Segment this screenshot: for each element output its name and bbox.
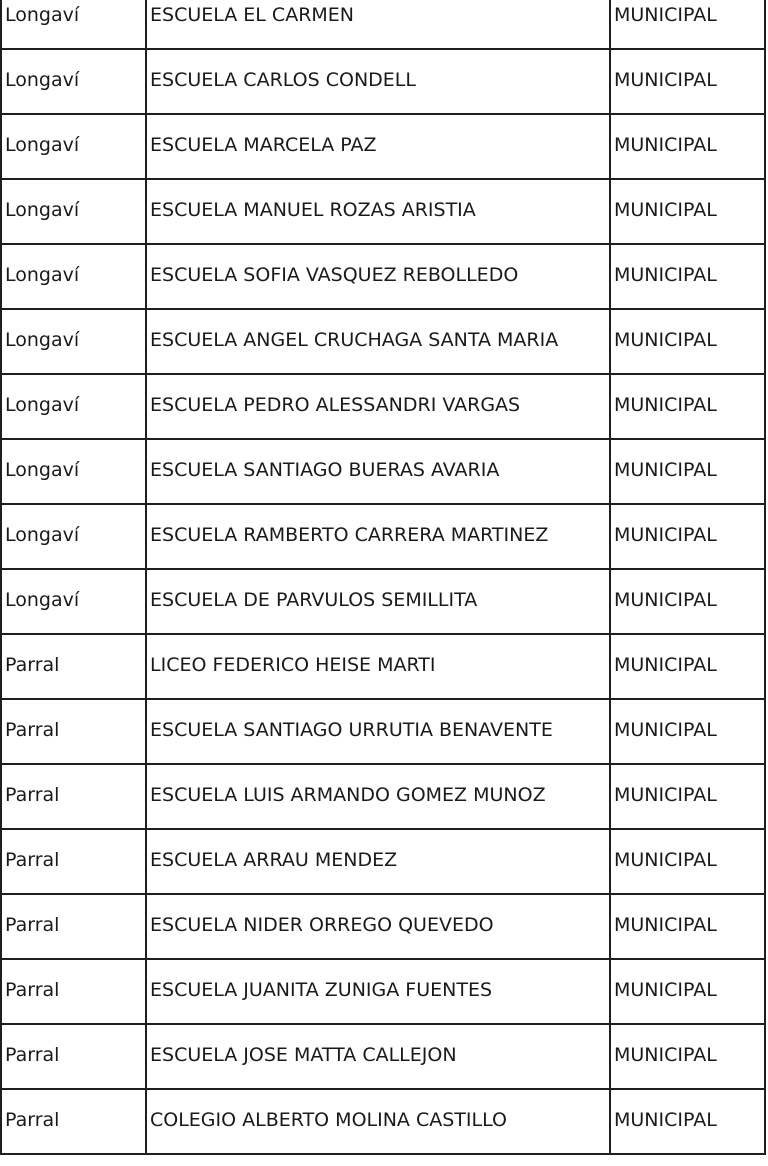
school-name-cell: ESCUELA LUIS ARMANDO GOMEZ MUNOZ (146, 764, 610, 829)
dependency-cell: MUNICIPAL (610, 634, 765, 699)
schools-table-body (1, 0, 765, 1154)
school-name-cell: ESCUELA ANGEL CRUCHAGA SANTA MARIA (146, 309, 610, 374)
dependency-cell: MUNICIPAL (610, 504, 765, 569)
commune-cell: Parral (1, 894, 146, 959)
dependency-cell: MUNICIPAL (610, 959, 765, 1024)
school-name-cell: ESCUELA SANTIAGO BUERAS AVARIA (146, 439, 610, 504)
commune-cell: Longaví (1, 0, 146, 49)
commune-cell: Longaví (1, 309, 146, 374)
commune-cell: Longaví (1, 244, 146, 309)
dependency-cell: MUNICIPAL (610, 309, 765, 374)
commune-cell: Parral (1, 959, 146, 1024)
dependency-cell: MUNICIPAL (610, 374, 765, 439)
commune-cell: Parral (1, 699, 146, 764)
school-name-cell: ESCUELA EL CARMEN (146, 0, 610, 49)
school-name-cell: LICEO FEDERICO HEISE MARTI (146, 634, 610, 699)
table-row (1, 894, 765, 959)
commune-cell: Longaví (1, 504, 146, 569)
dependency-cell: MUNICIPAL (610, 49, 765, 114)
commune-cell: Parral (1, 764, 146, 829)
commune-cell: Parral (1, 1089, 146, 1154)
commune-cell: Parral (1, 1024, 146, 1089)
table-row (1, 179, 765, 244)
school-name-cell: ESCUELA MARCELA PAZ (146, 114, 610, 179)
table-row (1, 504, 765, 569)
school-name-cell: ESCUELA RAMBERTO CARRERA MARTINEZ (146, 504, 610, 569)
table-row (1, 699, 765, 764)
table-row (1, 0, 765, 49)
school-name-cell: ESCUELA DE PARVULOS SEMILLITA (146, 569, 610, 634)
dependency-cell: MUNICIPAL (610, 114, 765, 179)
school-name-cell: ESCUELA SANTIAGO URRUTIA BENAVENTE (146, 699, 610, 764)
school-name-cell: ESCUELA PEDRO ALESSANDRI VARGAS (146, 374, 610, 439)
dependency-cell: MUNICIPAL (610, 439, 765, 504)
table-row (1, 1089, 765, 1154)
table-row (1, 959, 765, 1024)
school-name-cell: ESCUELA ARRAU MENDEZ (146, 829, 610, 894)
commune-cell: Parral (1, 829, 146, 894)
dependency-cell: MUNICIPAL (610, 1089, 765, 1154)
school-name-cell: ESCUELA SOFIA VASQUEZ REBOLLEDO (146, 244, 610, 309)
dependency-cell: MUNICIPAL (610, 1024, 765, 1089)
commune-cell: Parral (1, 634, 146, 699)
dependency-cell: MUNICIPAL (610, 894, 765, 959)
table-row (1, 49, 765, 114)
table-row (1, 1024, 765, 1089)
school-name-cell: ESCUELA JOSE MATTA CALLEJON (146, 1024, 610, 1089)
table-row (1, 634, 765, 699)
commune-cell: Longaví (1, 439, 146, 504)
dependency-cell: MUNICIPAL (610, 699, 765, 764)
dependency-cell: MUNICIPAL (610, 0, 765, 49)
table-row (1, 244, 765, 309)
dependency-cell: MUNICIPAL (610, 569, 765, 634)
commune-cell: Longaví (1, 49, 146, 114)
table-row (1, 439, 765, 504)
dependency-cell: MUNICIPAL (610, 179, 765, 244)
dependency-cell: MUNICIPAL (610, 829, 765, 894)
school-name-cell: ESCUELA NIDER ORREGO QUEVEDO (146, 894, 610, 959)
dependency-cell: MUNICIPAL (610, 244, 765, 309)
commune-cell: Longaví (1, 374, 146, 439)
commune-cell: Longaví (1, 569, 146, 634)
table-row (1, 309, 765, 374)
school-name-cell: COLEGIO ALBERTO MOLINA CASTILLO (146, 1089, 610, 1154)
table-row (1, 374, 765, 439)
commune-cell: Longaví (1, 179, 146, 244)
school-name-cell: ESCUELA JUANITA ZUNIGA FUENTES (146, 959, 610, 1024)
table-row (1, 829, 765, 894)
table-row (1, 114, 765, 179)
school-name-cell: ESCUELA MANUEL ROZAS ARISTIA (146, 179, 610, 244)
commune-cell: Longaví (1, 114, 146, 179)
table-row (1, 569, 765, 634)
school-name-cell: ESCUELA CARLOS CONDELL (146, 49, 610, 114)
table-row (1, 764, 765, 829)
dependency-cell: MUNICIPAL (610, 764, 765, 829)
